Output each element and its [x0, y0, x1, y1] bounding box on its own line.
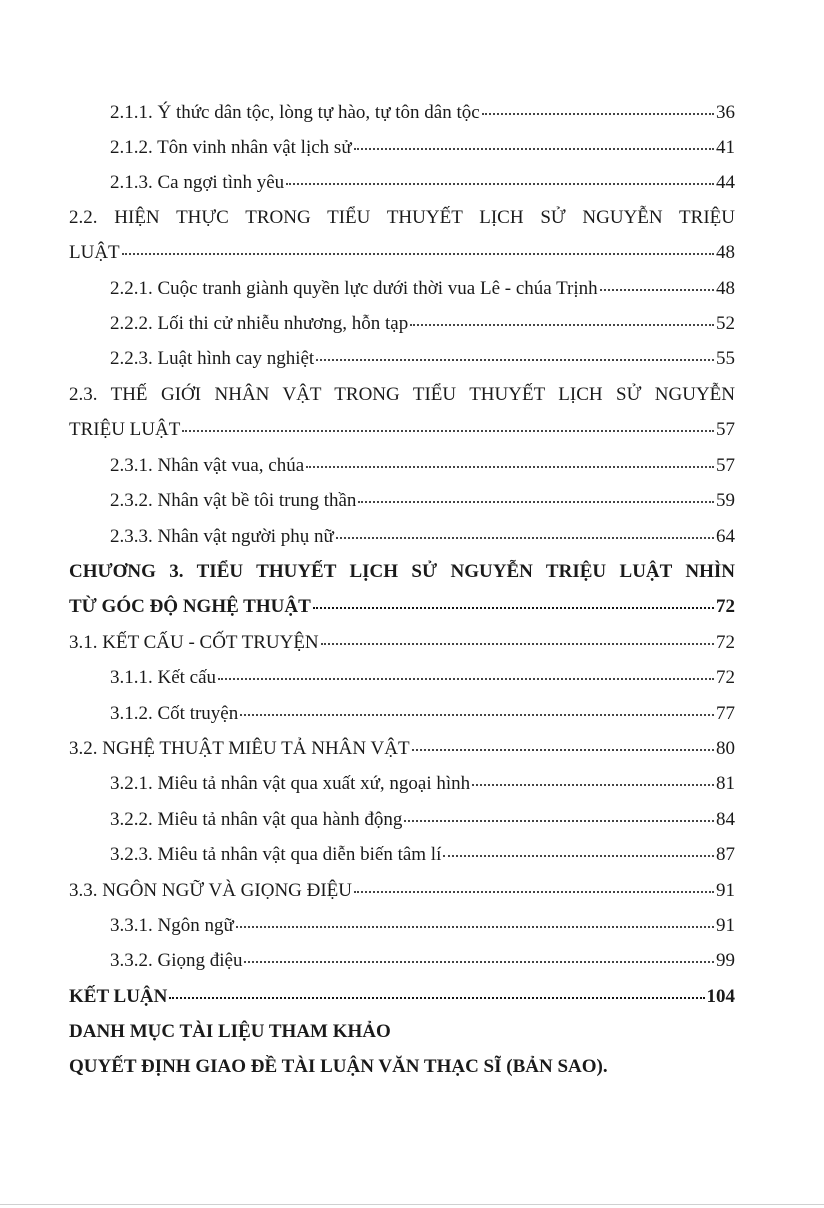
toc-page-number: 84 [716, 809, 735, 830]
toc-leader-dots [218, 677, 714, 680]
toc-entry-label: KẾT LUẬN [69, 986, 168, 1007]
toc-entry [69, 415, 735, 445]
toc-leader-dots [404, 819, 714, 822]
toc-entry-label: 3.3.1. Ngôn ngữ [110, 915, 234, 936]
toc-leader-dots [244, 960, 714, 963]
toc-entry [110, 840, 735, 870]
toc-page-number: 91 [716, 915, 735, 936]
toc-page-number: 81 [716, 773, 735, 794]
toc-leader-dots [316, 358, 714, 361]
toc-section-heading: 2.3. THẾ GIỚI NHÂN VẬT TRONG TIỂU THUYẾT LỊCH SỬ NGUYỄN [69, 384, 735, 405]
toc-entry-label: 3.2.1. Miêu tả nhân vật qua xuất xứ, ngoại hình [110, 773, 471, 794]
toc-leader-dots [169, 996, 704, 999]
toc-page-number: 104 [706, 986, 735, 1007]
toc-entry [110, 769, 735, 799]
toc-page-number: 55 [716, 348, 735, 369]
toc-entry [110, 486, 735, 516]
toc-page-number: 48 [716, 242, 735, 263]
toc-leader-dots [313, 606, 714, 609]
toc-entry-label: 3.2.3. Miêu tả nhân vật qua diễn biến tâm lí [110, 844, 442, 865]
toc-entry [110, 133, 735, 163]
toc-entry [69, 238, 735, 268]
toc-entry-label: 2.1.3. Ca ngợi tình yêu [110, 172, 285, 193]
toc-entry-label: LUẬT [69, 242, 120, 263]
toc-page-number: 99 [716, 950, 735, 971]
toc-entry-label: TỪ GÓC ĐỘ NGHỆ THUẬT [69, 596, 311, 617]
toc-entry [110, 699, 735, 729]
toc-entry-label: 3.1. KẾT CẤU - CỐT TRUYỆN [69, 632, 319, 653]
toc-entry [110, 522, 735, 552]
toc-decision-heading: QUYẾT ĐỊNH GIAO ĐỀ TÀI LUẬN VĂN THẠC SĨ (BẢN SAO). [69, 1056, 608, 1077]
toc-entry [110, 309, 735, 339]
toc-entry-label: 3.1.1. Kết cấu [110, 667, 217, 688]
toc-leader-dots [182, 429, 714, 432]
toc-entry-label: 3.3. NGÔN NGỮ VÀ GIỌNG ĐIỆU [69, 880, 353, 901]
toc-entry [110, 98, 735, 128]
toc-page-number: 36 [716, 102, 735, 123]
toc-references-heading: DANH MỤC TÀI LIỆU THAM KHẢO [69, 1021, 391, 1042]
toc-entry-label: 3.3.2. Giọng điệu [110, 950, 243, 971]
toc-entry-label: TRIỆU LUẬT [69, 419, 181, 440]
toc-entry [69, 982, 735, 1012]
toc-entry-label: 3.2. NGHỆ THUẬT MIÊU TẢ NHÂN VẬT [69, 738, 410, 759]
toc-leader-dots [443, 854, 714, 857]
toc-entry [69, 592, 735, 622]
toc-chapter-heading: CHƯƠNG 3. TIỂU THUYẾT LỊCH SỬ NGUYỄN TRIỆU LUẬT NHÌN [69, 561, 735, 582]
toc-page-number: 87 [716, 844, 735, 865]
toc-entry [110, 663, 735, 693]
toc-entry-label: 2.2.3. Luật hình cay nghiệt [110, 348, 315, 369]
toc-leader-dots [122, 252, 714, 255]
toc-page-number: 57 [716, 419, 735, 440]
toc-page-number: 80 [716, 738, 735, 759]
toc-entry [110, 805, 735, 835]
toc-leader-dots [354, 147, 714, 150]
toc-entry [69, 628, 735, 658]
toc-entry [110, 911, 735, 941]
toc-page-number: 57 [716, 455, 735, 476]
toc-page-number: 91 [716, 880, 735, 901]
toc-leader-dots [472, 783, 714, 786]
toc-entry [69, 876, 735, 906]
toc-page-number: 52 [716, 313, 735, 334]
toc-leader-dots [236, 925, 714, 928]
toc-page-number: 72 [716, 596, 735, 617]
page-bottom-edge [0, 1204, 824, 1205]
toc-entry-label: 2.2.2. Lối thi cử nhiễu nhương, hỗn tạp [110, 313, 409, 334]
toc-leader-dots [286, 182, 714, 185]
toc-page-number: 41 [716, 137, 735, 158]
toc-page-number: 48 [716, 278, 735, 299]
toc-page-number: 77 [716, 703, 735, 724]
toc-leader-dots [321, 642, 714, 645]
toc-page-number: 44 [716, 172, 735, 193]
toc-entry-label: 3.2.2. Miêu tả nhân vật qua hành động [110, 809, 403, 830]
toc-page-number: 64 [716, 526, 735, 547]
toc-entry [110, 168, 735, 198]
toc-entry-label: 2.3.2. Nhân vật bề tôi trung thần [110, 490, 357, 511]
toc-section-heading: 2.2. HIỆN THỰC TRONG TIỂU THUYẾT LỊCH SỬ NGUYỄN TRIỆU [69, 207, 735, 228]
toc-entry [110, 274, 735, 304]
toc-entry-label: 2.3.1. Nhân vật vua, chúa [110, 455, 305, 476]
toc-entry-label: 3.1.2. Cốt truyện [110, 703, 239, 724]
toc-leader-dots [354, 890, 714, 893]
toc-leader-dots [600, 288, 714, 291]
toc-entry [110, 946, 735, 976]
toc-page-number: 59 [716, 490, 735, 511]
toc-leader-dots [336, 536, 714, 539]
toc-leader-dots [412, 748, 714, 751]
toc-page-number: 72 [716, 632, 735, 653]
toc-entry [110, 451, 735, 481]
toc-entry [69, 734, 735, 764]
toc-entry-label: 2.1.1. Ý thức dân tộc, lòng tự hào, tự tôn dân tộc [110, 102, 480, 123]
toc-leader-dots [410, 323, 714, 326]
toc-entry [110, 344, 735, 374]
toc-leader-dots [358, 500, 714, 503]
toc-entry-label: 2.1.2. Tôn vinh nhân vật lịch sử [110, 137, 352, 158]
toc-entry-label: 2.2.1. Cuộc tranh giành quyền lực dưới thời vua Lê - chúa Trịnh [110, 278, 598, 299]
toc-entry-label: 2.3.3. Nhân vật người phụ nữ [110, 526, 334, 547]
toc-leader-dots [306, 465, 714, 468]
toc-leader-dots [482, 112, 714, 115]
toc-leader-dots [240, 713, 714, 716]
toc-page-number: 72 [716, 667, 735, 688]
